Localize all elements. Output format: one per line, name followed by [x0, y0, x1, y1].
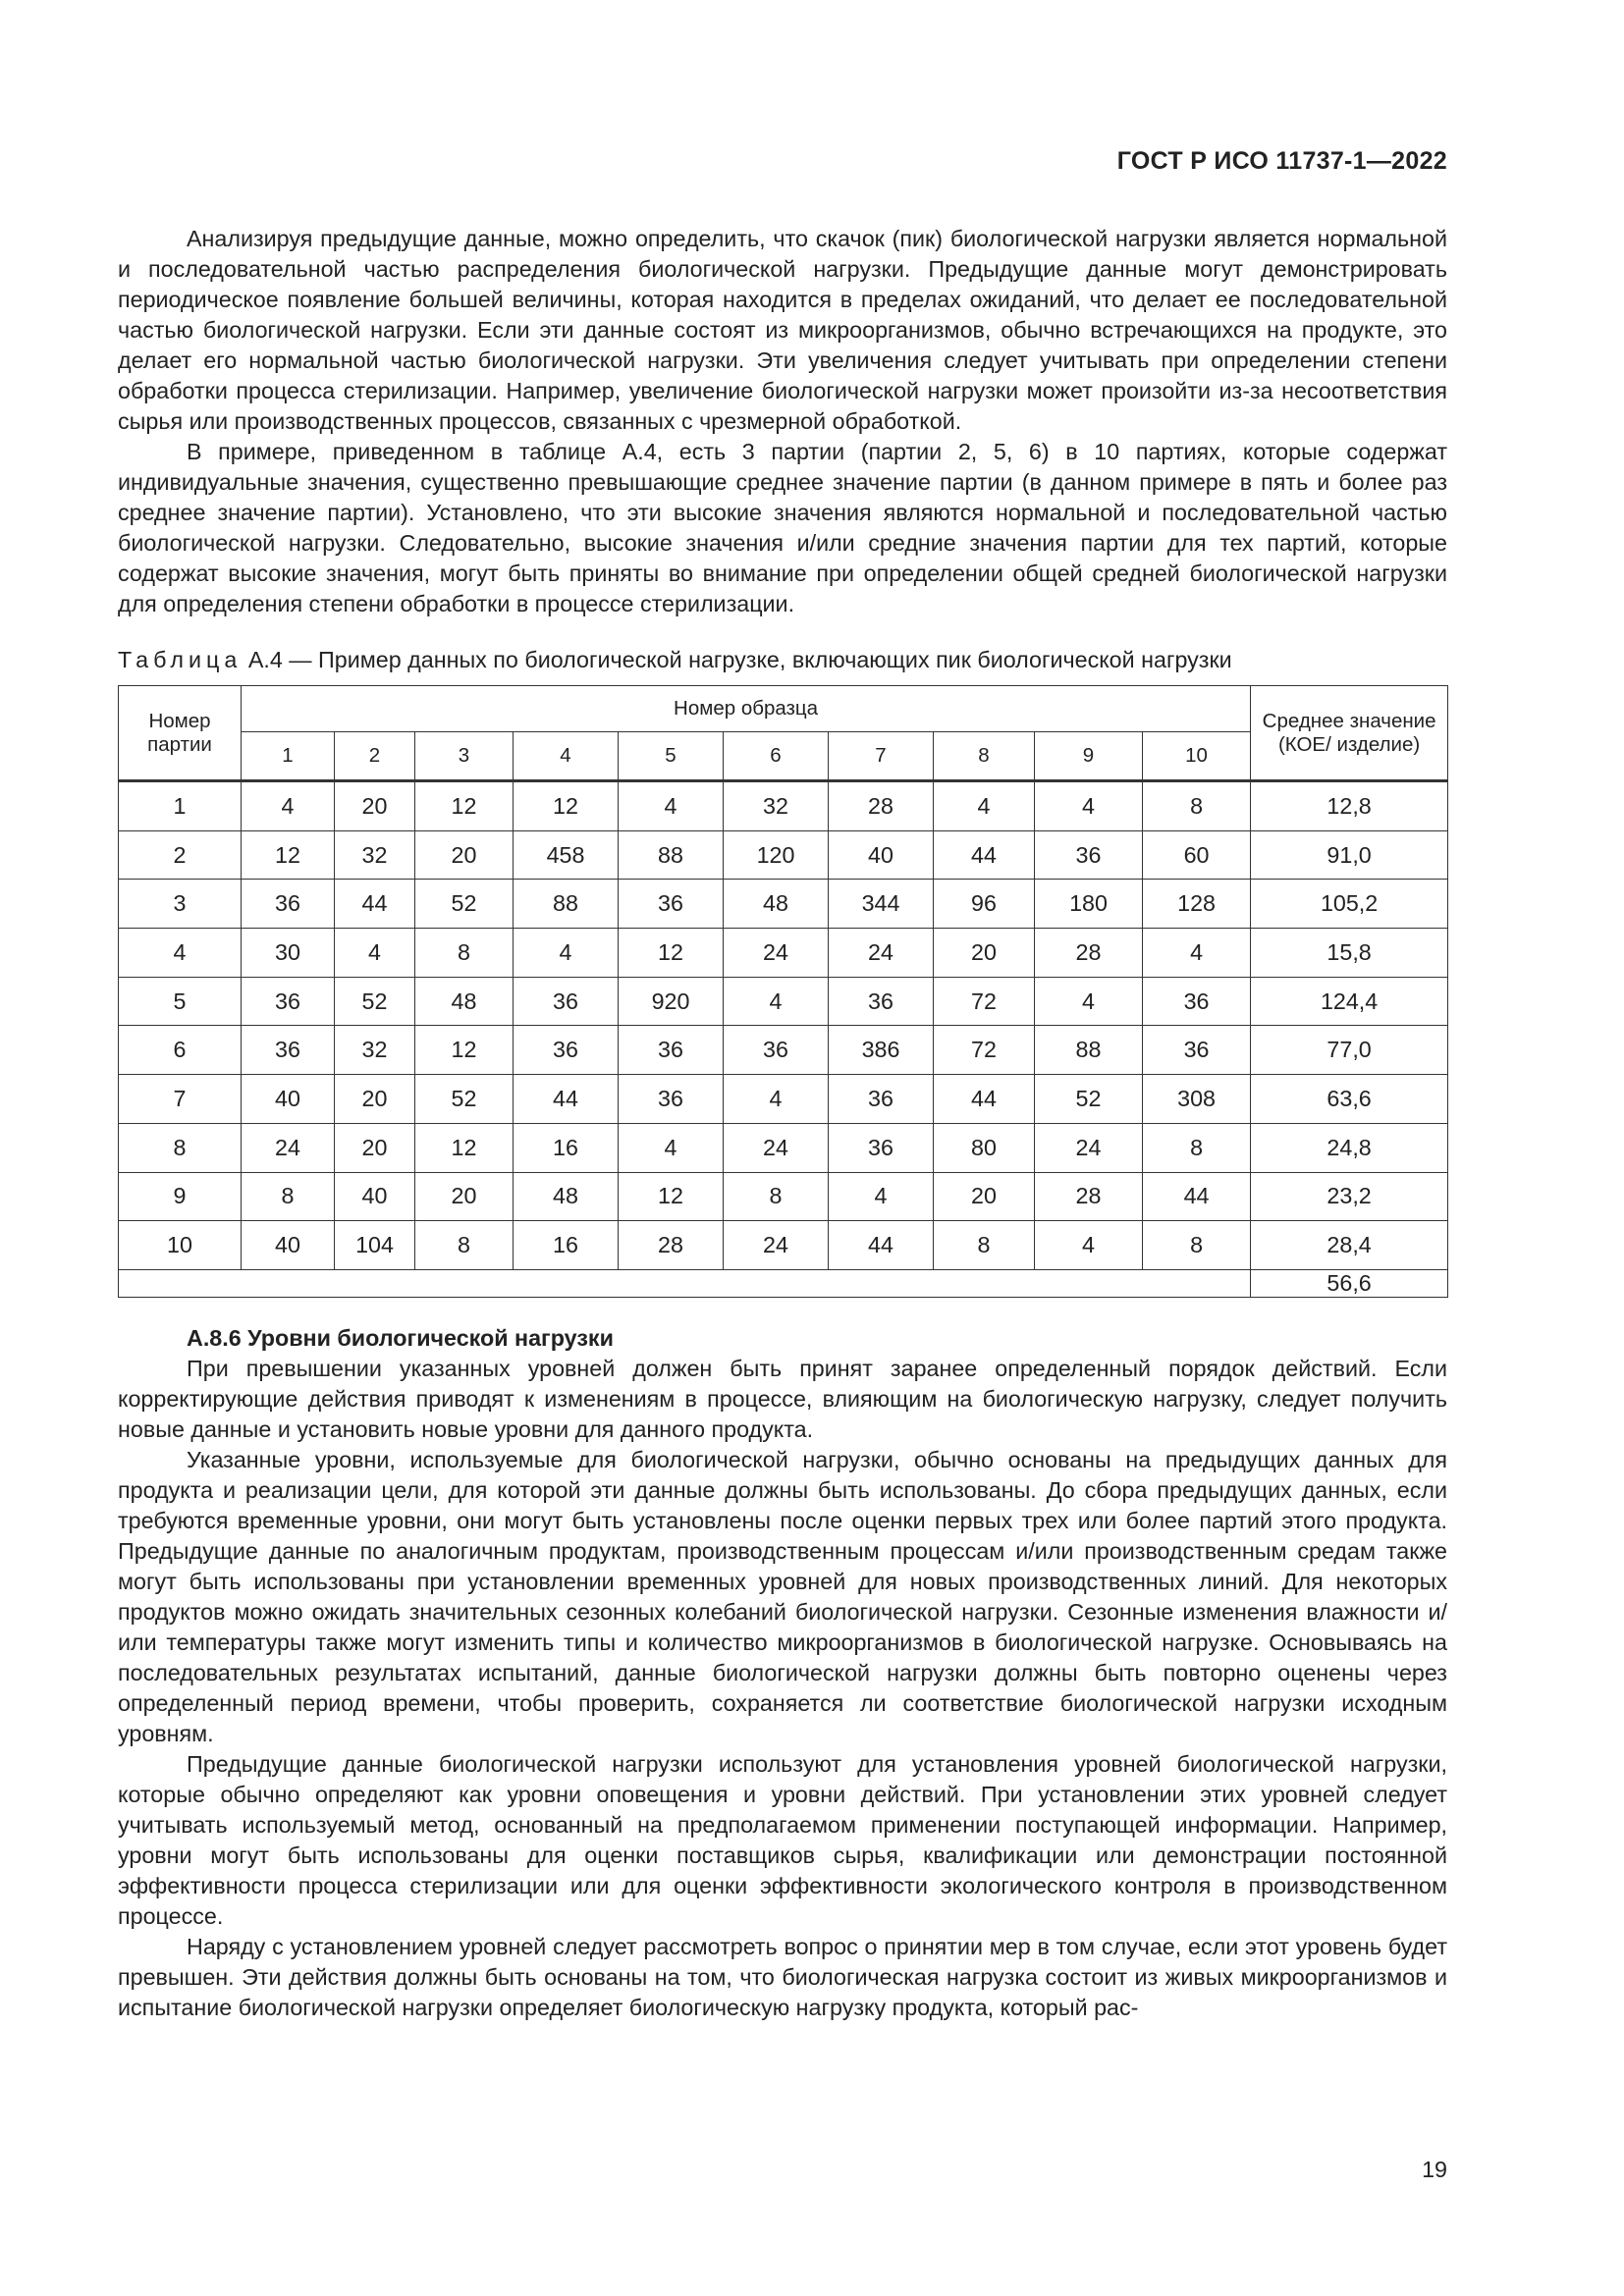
header-sample-col: 10	[1143, 732, 1251, 781]
sample-value-cell: 4	[1035, 781, 1143, 831]
batch-number-cell: 9	[119, 1172, 242, 1221]
sample-value-cell: 16	[514, 1123, 619, 1172]
mean-value-cell: 23,2	[1251, 1172, 1448, 1221]
header-sample-number: Номер образца	[242, 686, 1251, 732]
header-sample-col: 4	[514, 732, 619, 781]
page-number: 19	[1422, 2157, 1447, 2182]
sample-value-cell: 60	[1143, 830, 1251, 880]
header-sample-col: 6	[724, 732, 829, 781]
header-sample-col: 5	[619, 732, 724, 781]
batch-number-cell: 1	[119, 781, 242, 831]
sample-value-cell: 180	[1035, 880, 1143, 929]
sample-value-cell: 20	[934, 1172, 1035, 1221]
sample-value-cell: 8	[1143, 1123, 1251, 1172]
sample-value-cell: 40	[335, 1172, 415, 1221]
sample-value-cell: 12	[619, 1172, 724, 1221]
sample-value-cell: 4	[829, 1172, 934, 1221]
sample-value-cell: 28	[619, 1221, 724, 1270]
sample-value-cell: 24	[724, 1123, 829, 1172]
sample-value-cell: 36	[829, 1075, 934, 1124]
section-title: А.8.6 Уровни биологической нагрузки	[187, 1324, 614, 1351]
sample-value-cell: 4	[514, 929, 619, 978]
sample-value-cell: 104	[335, 1221, 415, 1270]
sample-value-cell: 36	[242, 880, 335, 929]
table-row	[119, 1123, 1448, 1172]
sample-value-cell: 36	[1143, 1026, 1251, 1075]
total-mean-cell: 56,6	[1251, 1269, 1448, 1297]
sample-value-cell: 12	[415, 1123, 514, 1172]
sample-value-cell: 24	[242, 1123, 335, 1172]
sample-value-cell: 52	[1035, 1075, 1143, 1124]
table-row	[119, 781, 1448, 831]
table-caption-text: А.4 — Пример данных по биологической нагрузке, включающих пик биологической нагрузки	[242, 647, 1232, 672]
mean-value-cell: 77,0	[1251, 1026, 1448, 1075]
sample-value-cell: 4	[619, 781, 724, 831]
sample-value-cell: 36	[619, 1026, 724, 1075]
sample-value-cell: 8	[415, 929, 514, 978]
batch-number-cell: 8	[119, 1123, 242, 1172]
sample-value-cell: 30	[242, 929, 335, 978]
paragraph: Анализируя предыдущие данные, можно определить, что скачок (пик) биологической нагрузки является нормальной и последовательной частью распределения биологической нагрузки. Предыдущие данные могут демонстрировать периодическое появление большей величины, которая находится в пределах ожиданий, что делает ее последовательной частью биологической нагрузки. Если эти данные состоят из микроорганизмов, обычно встречающихся на продукте, это делает его нормальной частью биологической нагрузки. Эти увеличения следует учитывать при определении степени обработки процесса стерилизации. Например, увеличение биологической нагрузки может произойти из-за несоответствия сырья или производственных процессов, связанных с чрезмерной обработкой.	[118, 226, 1447, 434]
paragraph: Указанные уровни, используемые для биологической нагрузки, обычно основаны на предыдущих данных для продукта и реализации цели, для которой эти данные должны быть использованы. До сбора предыдущих данных, если требуются временные уровни, они могут быть установлены после оценки первых трех или более партий этого продукта. Предыдущие данные по аналогичным продуктам, производственным процессам и/или производственным средам также могут быть использованы при установлении временных уровней для новых производственных линий. Для некоторых продуктов можно ожидать значительных сезонных колебаний биологической нагрузки. Сезонные изменения влажности и/или температуры также могут изменить типы и количество микроорганизмов в биологической нагрузке. Основываясь на последовательных результатах испытаний, данные биологической нагрузки должны быть повторно оценены через определенный период времени, чтобы проверить, сохраняется ли соответствие биологической нагрузки исходным уровням.	[118, 1446, 1447, 1746]
sample-value-cell: 920	[619, 977, 724, 1026]
sample-value-cell: 36	[619, 1075, 724, 1124]
sample-value-cell: 28	[829, 781, 934, 831]
sample-value-cell: 32	[335, 830, 415, 880]
sample-value-cell: 28	[1035, 1172, 1143, 1221]
sample-value-cell: 20	[415, 830, 514, 880]
sample-value-cell: 12	[415, 781, 514, 831]
sample-value-cell: 120	[724, 830, 829, 880]
table-caption	[118, 645, 1447, 675]
sample-value-cell: 8	[415, 1221, 514, 1270]
mean-value-cell: 15,8	[1251, 929, 1448, 978]
sample-value-cell: 128	[1143, 880, 1251, 929]
mean-value-cell: 28,4	[1251, 1221, 1448, 1270]
paragraph: Наряду с установлением уровней следует рассмотреть вопрос о принятии мер в том случае, если этот уровень будет превышен. Эти действия должны быть основаны на том, что биологическая нагрузка состоит из живых микроорганизмов и испытание биологической нагрузки определяет биологическую нагрузку продукта, который рас-	[118, 1933, 1447, 2020]
sample-value-cell: 4	[1035, 977, 1143, 1026]
sample-value-cell: 24	[724, 929, 829, 978]
sample-value-cell: 4	[242, 781, 335, 831]
sample-value-cell: 4	[335, 929, 415, 978]
sample-value-cell: 16	[514, 1221, 619, 1270]
mean-value-cell: 124,4	[1251, 977, 1448, 1026]
sample-value-cell: 24	[724, 1221, 829, 1270]
header-sample-col: 1	[242, 732, 335, 781]
sample-value-cell: 36	[514, 977, 619, 1026]
table-row	[119, 1026, 1448, 1075]
batch-number-cell: 6	[119, 1026, 242, 1075]
sample-value-cell: 12	[514, 781, 619, 831]
sample-value-cell: 44	[1143, 1172, 1251, 1221]
total-row-label-cell	[119, 1269, 1251, 1297]
mean-value-cell: 63,6	[1251, 1075, 1448, 1124]
sample-value-cell: 32	[724, 781, 829, 831]
sample-value-cell: 88	[514, 880, 619, 929]
sample-value-cell: 44	[934, 830, 1035, 880]
header-mean-value: Среднее значение (КОЕ/ изделие)	[1251, 686, 1448, 781]
batch-number-cell: 3	[119, 880, 242, 929]
sample-value-cell: 36	[829, 977, 934, 1026]
sample-value-cell: 20	[335, 781, 415, 831]
sample-value-cell: 52	[415, 880, 514, 929]
sample-value-cell: 20	[934, 929, 1035, 978]
sample-value-cell: 36	[1035, 830, 1143, 880]
sample-value-cell: 20	[335, 1075, 415, 1124]
sample-value-cell: 8	[1143, 1221, 1251, 1270]
sample-value-cell: 36	[619, 880, 724, 929]
table-row	[119, 1172, 1448, 1221]
sample-value-cell: 4	[619, 1123, 724, 1172]
sample-value-cell: 12	[242, 830, 335, 880]
page-content	[118, 224, 1447, 2023]
sample-value-cell: 24	[1035, 1123, 1143, 1172]
sample-value-cell: 458	[514, 830, 619, 880]
sample-value-cell: 24	[829, 929, 934, 978]
table-row	[119, 977, 1448, 1026]
sample-value-cell: 386	[829, 1026, 934, 1075]
sample-value-cell: 36	[514, 1026, 619, 1075]
header-sample-col: 3	[415, 732, 514, 781]
sample-value-cell: 72	[934, 977, 1035, 1026]
mean-value-cell: 24,8	[1251, 1123, 1448, 1172]
mean-value-cell: 91,0	[1251, 830, 1448, 880]
sample-value-cell: 80	[934, 1123, 1035, 1172]
sample-value-cell: 40	[242, 1221, 335, 1270]
batch-number-cell: 10	[119, 1221, 242, 1270]
sample-value-cell: 88	[1035, 1026, 1143, 1075]
sample-value-cell: 44	[934, 1075, 1035, 1124]
sample-value-cell: 8	[724, 1172, 829, 1221]
paragraph: Предыдущие данные биологической нагрузки используют для установления уровней биологической нагрузки, которые обычно определяют как уровни оповещения и уровни действий. При установлении этих уровней следует учитывать используемый метод, основанный на предполагаемом применении поступающей информации. Например, уровни могут быть использованы для оценки поставщиков сырья, квалификации или демонстрации постоянной эффективности процесса стерилизации или для оценки эффективности экологического контроля в производственном процессе.	[118, 1750, 1447, 1929]
table-row	[119, 830, 1448, 880]
sample-value-cell: 4	[1035, 1221, 1143, 1270]
sample-value-cell: 48	[514, 1172, 619, 1221]
sample-value-cell: 44	[335, 880, 415, 929]
sample-value-cell: 40	[829, 830, 934, 880]
sample-value-cell: 8	[242, 1172, 335, 1221]
batch-number-cell: 4	[119, 929, 242, 978]
table-caption-label: Таблица	[118, 647, 243, 672]
sample-value-cell: 52	[415, 1075, 514, 1124]
sample-value-cell: 28	[1035, 929, 1143, 978]
sample-value-cell: 8	[934, 1221, 1035, 1270]
document-header: ГОСТ Р ИСО 11737-1—2022	[1116, 147, 1447, 175]
sample-value-cell: 308	[1143, 1075, 1251, 1124]
sample-value-cell: 36	[242, 1026, 335, 1075]
sample-value-cell: 48	[415, 977, 514, 1026]
sample-value-cell: 4	[724, 977, 829, 1026]
sample-value-cell: 20	[415, 1172, 514, 1221]
sample-value-cell: 8	[1143, 781, 1251, 831]
mean-value-cell: 12,8	[1251, 781, 1448, 831]
sample-value-cell: 36	[242, 977, 335, 1026]
sample-value-cell: 44	[829, 1221, 934, 1270]
sample-value-cell: 32	[335, 1026, 415, 1075]
header-sample-col: 9	[1035, 732, 1143, 781]
mean-value-cell: 105,2	[1251, 880, 1448, 929]
table-row	[119, 880, 1448, 929]
header-sample-col: 8	[934, 732, 1035, 781]
table-row	[119, 1075, 1448, 1124]
header-sample-col: 2	[335, 732, 415, 781]
sample-value-cell: 96	[934, 880, 1035, 929]
bioburden-table	[118, 685, 1448, 1298]
sample-value-cell: 12	[415, 1026, 514, 1075]
table-row	[119, 1221, 1448, 1270]
sample-value-cell: 20	[335, 1123, 415, 1172]
paragraph: В примере, приведенном в таблице А.4, есть 3 партии (партии 2, 5, 6) в 10 партиях, которые содержат индивидуальные значения, существенно превышающие среднее значение партии (в данном примере в пять и более раз среднее значение партии). Установлено, что эти высокие значения являются нормальной и последовательной частью биологической нагрузки. Следовательно, высокие значения и/или средние значения партии для тех партий, которые содержат высокие значения, могут быть приняты во внимание при определении общей средней биологической нагрузки для определения степени обработки в процессе стерилизации.	[118, 439, 1447, 616]
sample-value-cell: 36	[829, 1123, 934, 1172]
table-row	[119, 929, 1448, 978]
sample-value-cell: 88	[619, 830, 724, 880]
paragraph: При превышении указанных уровней должен быть принят заранее определенный порядок действий. Если корректирующие действия приводят к изменениям в процессе, влияющим на биологическую нагрузку, следует получить новые данные и установить новые уровни для данного продукта.	[118, 1355, 1447, 1442]
header-sample-col: 7	[829, 732, 934, 781]
batch-number-cell: 7	[119, 1075, 242, 1124]
sample-value-cell: 12	[619, 929, 724, 978]
sample-value-cell: 36	[724, 1026, 829, 1075]
sample-value-cell: 36	[1143, 977, 1251, 1026]
batch-number-cell: 5	[119, 977, 242, 1026]
sample-value-cell: 4	[1143, 929, 1251, 978]
sample-value-cell: 48	[724, 880, 829, 929]
header-batch-number: Номер партии	[119, 686, 242, 781]
sample-value-cell: 44	[514, 1075, 619, 1124]
batch-number-cell: 2	[119, 830, 242, 880]
sample-value-cell: 4	[934, 781, 1035, 831]
sample-value-cell: 344	[829, 880, 934, 929]
sample-value-cell: 52	[335, 977, 415, 1026]
sample-value-cell: 72	[934, 1026, 1035, 1075]
sample-value-cell: 40	[242, 1075, 335, 1124]
sample-value-cell: 4	[724, 1075, 829, 1124]
